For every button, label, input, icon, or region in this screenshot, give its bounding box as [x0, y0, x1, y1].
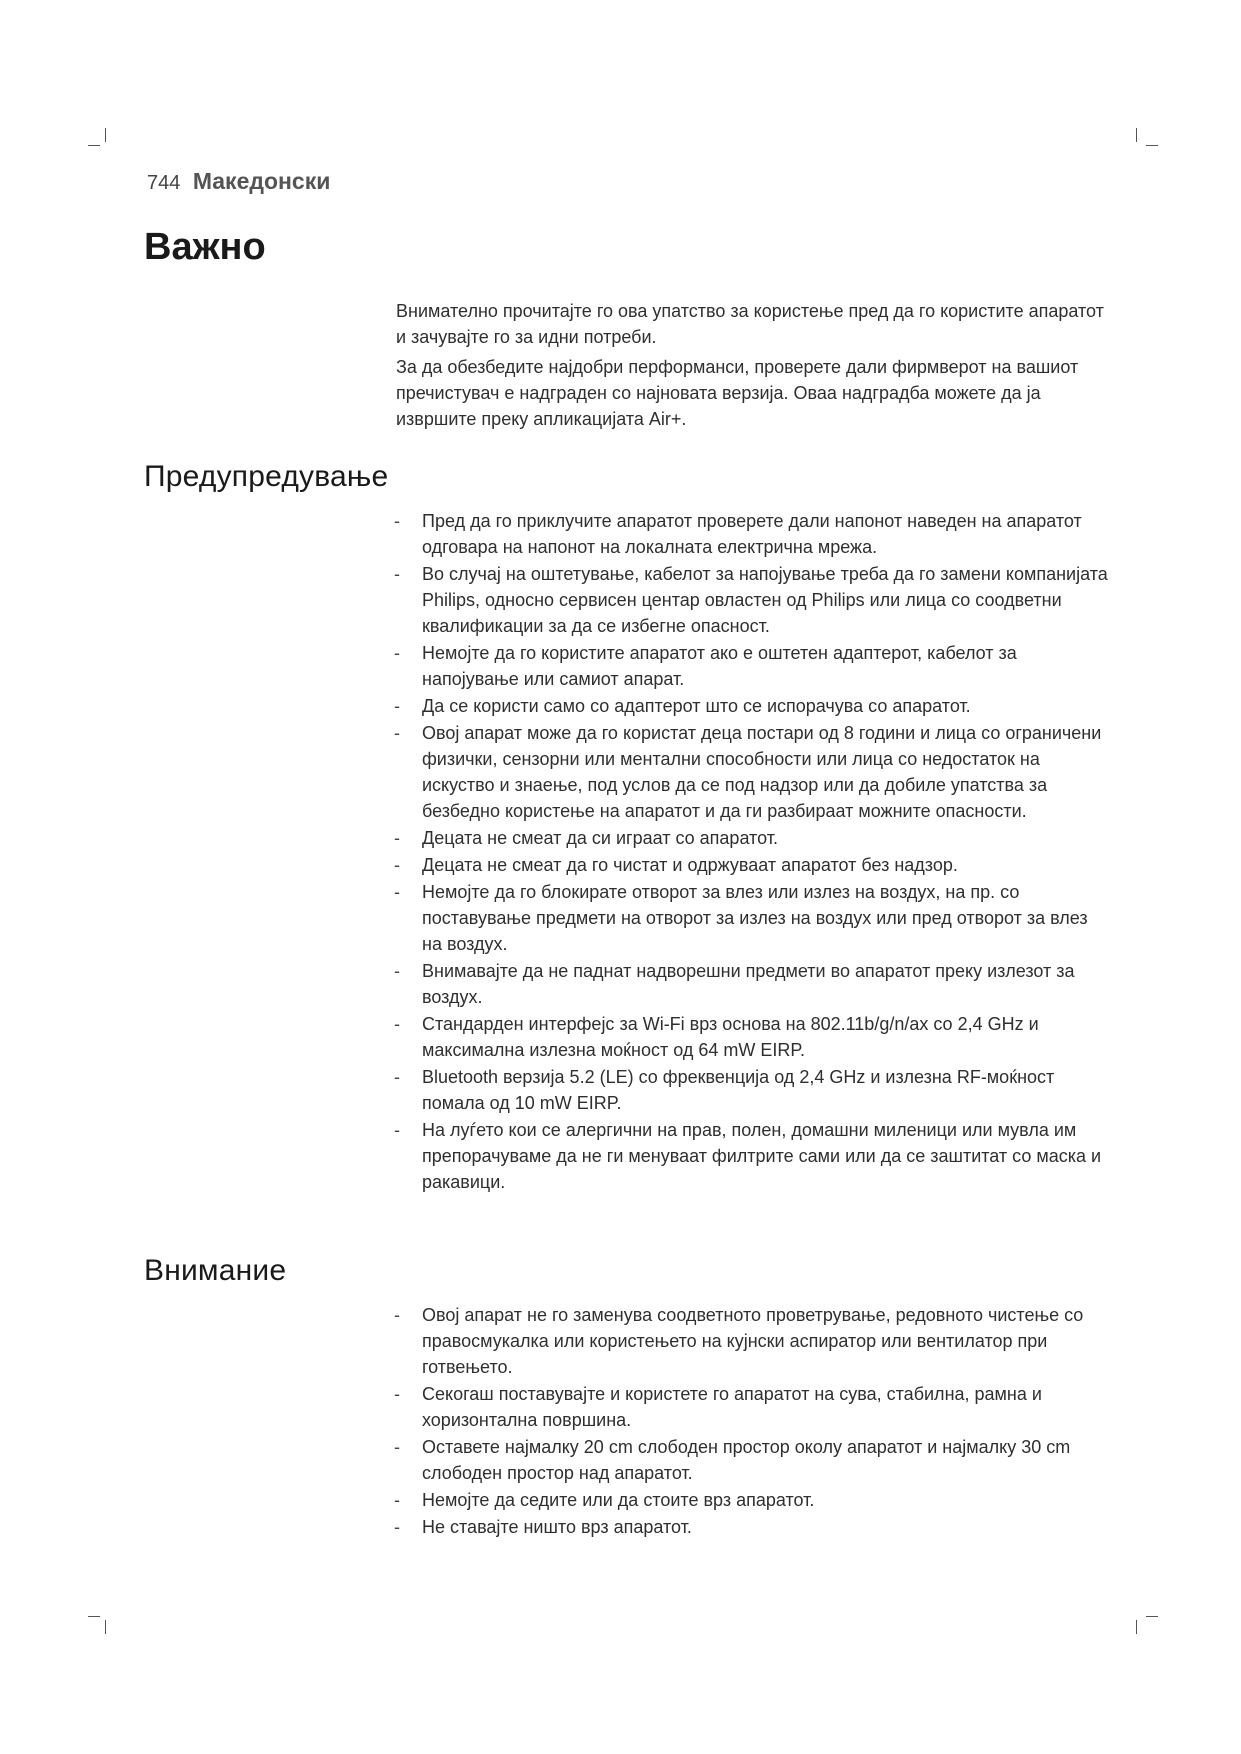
bullet-dash: - — [394, 855, 400, 875]
crop-mark-top-left-v — [105, 128, 106, 142]
bullet-dash: - — [394, 1067, 400, 1087]
list-item-text: Во случај на оштетување, кабелот за напојување треба да го замени компанијата Philips, односно сервисен центар овластен од Philips или лица со соодветни квалификации за да се избегне опасност. — [422, 564, 1108, 636]
bullet-dash: - — [394, 1384, 400, 1404]
caution-list — [392, 1302, 1108, 1541]
list-item-text: Оставете најмалку 20 cm слободен простор околу апаратот и најмалку 30 cm слободен простор над апаратот. — [422, 1437, 1071, 1483]
list-item — [392, 825, 1108, 851]
list-item — [392, 1434, 1108, 1486]
list-item — [392, 879, 1108, 957]
list-item — [392, 852, 1108, 878]
bullet-dash: - — [394, 961, 400, 981]
crop-mark-top-right-v — [1136, 128, 1137, 142]
bullet-dash: - — [394, 828, 400, 848]
list-item-text: Стандарден интерфејс за Wi-Fi врз основа на 802.11b/g/n/ax со 2,4 GHz и максимална излезна моќност од 64 mW EIRP. — [422, 1014, 1039, 1060]
bullet-dash: - — [394, 1120, 400, 1140]
list-item — [392, 958, 1108, 1010]
list-item-text: Не ставајте ништо врз апаратот. — [422, 1517, 692, 1537]
bullet-dash: - — [394, 882, 400, 902]
heading-caution: Внимание — [144, 1254, 287, 1287]
list-item — [392, 1302, 1108, 1380]
list-item-text: Немојте да седите или да стоите врз апаратот. — [422, 1490, 815, 1510]
list-item-text: Немојте да го блокирате отворот за влез или излез на воздух, на пр. со поставување предмети на отворот за излез на воздух или пред отворот за влез на воздух. — [422, 882, 1088, 954]
bullet-dash: - — [394, 1490, 400, 1510]
list-item-text: Овој апарат не го заменува соодветното проветрување, редовното чистење со правосмукалка или користењето на кујнски аспиратор или вентилатор при готвењето. — [422, 1305, 1084, 1377]
important-paragraph: Внимателно прочитајте го ова упатство за користење пред да го користите апаратот и зачувајте го за идни потреби. — [396, 301, 1104, 347]
list-item — [392, 1117, 1108, 1195]
bullet-dash: - — [394, 564, 400, 584]
list-item — [392, 561, 1108, 639]
crop-mark-bottom-right-h — [1146, 1616, 1158, 1617]
page-number: 744 — [147, 172, 181, 194]
list-item — [392, 1064, 1108, 1116]
list-item — [392, 1514, 1108, 1540]
crop-mark-bottom-left-v — [105, 1620, 106, 1634]
list-item — [392, 508, 1108, 560]
bullet-dash: - — [394, 1517, 400, 1537]
page-language: Македонски — [192, 168, 331, 194]
list-item — [392, 1011, 1108, 1063]
crop-mark-bottom-right-v — [1136, 1620, 1137, 1634]
page-header — [147, 168, 330, 195]
crop-mark-top-right-h — [1146, 145, 1158, 146]
bullet-dash: - — [394, 1437, 400, 1457]
list-item — [392, 693, 1108, 719]
list-item-text: Пред да го приклучите апаратот проверете дали напонот наведен на апаратот одговара на напонот на локалната електрична мрежа. — [422, 511, 1082, 557]
list-item — [392, 1381, 1108, 1433]
list-item-text: Bluetooth верзија 5.2 (LE) со фреквенција од 2,4 GHz и излезна RF-моќност помала од 10 mW EIRP. — [422, 1067, 1055, 1113]
bullet-dash: - — [394, 723, 400, 743]
list-item-text: Овој апарат може да го користат деца постари од 8 години и лица со ограничени физички, сензорни или ментални способности или лица со недостаток на искуство и знаење, под услов да се под надзор или да добиле упатства за безбедно користење на апаратот и да ги разбираат можните опасности. — [422, 723, 1102, 821]
important-body — [396, 298, 1108, 436]
bullet-dash: - — [394, 1014, 400, 1034]
bullet-dash: - — [394, 696, 400, 716]
crop-mark-bottom-left-h — [88, 1616, 100, 1617]
heading-important: Важно — [144, 226, 266, 268]
list-item — [392, 640, 1108, 692]
list-item-text: На луѓето кои се алергични на прав, полен, домашни миленици или мувла им препорачуваме да не ги менуваат филтрите сами или да се заштитат со маска и ракавици. — [422, 1120, 1102, 1192]
important-paragraph: За да обезбедите најдобри перформанси, проверете дали фирмверот на вашиот пречистувач е надграден со најновата верзија. Оваа надградба можете да ја извршите преку апликацијата Air+. — [396, 357, 1079, 429]
list-item-text: Децата не смеат да си играат со апаратот. — [422, 828, 778, 848]
list-item-text: Внимавајте да не паднат надворешни предмети во апаратот преку излезот за воздух. — [422, 961, 1075, 1007]
list-item-text: Немојте да го користите апаратот ако е оштетен адаптерот, кабелот за напојување или самиот апарат. — [422, 643, 1017, 689]
bullet-dash: - — [394, 1305, 400, 1325]
list-item — [392, 1487, 1108, 1513]
list-item-text: Децата не смеат да го чистат и одржуваат апаратот без надзор. — [422, 855, 958, 875]
list-item — [392, 720, 1108, 824]
list-item-text: Да се користи само со адаптерот што се испорачува со апаратот. — [422, 696, 971, 716]
heading-warning: Предупредување — [144, 460, 389, 493]
bullet-dash: - — [394, 643, 400, 663]
crop-mark-top-left-h — [88, 145, 100, 146]
list-item-text: Секогаш поставувајте и користете го апаратот на сува, стабилна, рамна и хоризонтална површина. — [422, 1384, 1042, 1430]
bullet-dash: - — [394, 511, 400, 531]
warning-list — [392, 508, 1108, 1196]
